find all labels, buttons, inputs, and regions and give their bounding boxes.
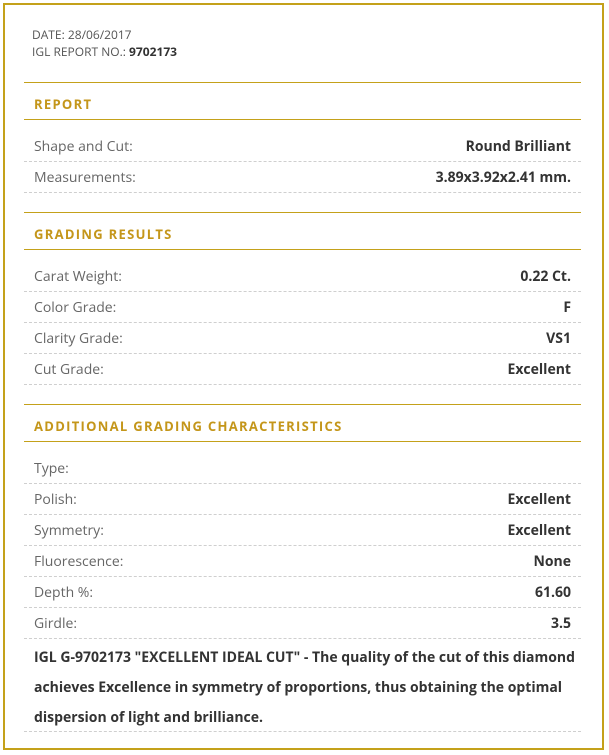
row-value-girdle: 3.5 bbox=[550, 614, 571, 633]
section-title-grading: GRADING RESULTS bbox=[34, 225, 173, 243]
row-label-carat: Carat Weight: bbox=[34, 267, 122, 286]
row-divider bbox=[24, 731, 581, 732]
row-label-color: Color Grade: bbox=[34, 298, 117, 317]
row-value-measurements: 3.89x3.92x2.41 mm. bbox=[435, 168, 571, 187]
date-value: 28/06/2017 bbox=[67, 26, 132, 43]
row-label-depth: Depth %: bbox=[34, 583, 94, 602]
row-label-polish: Polish: bbox=[34, 490, 77, 509]
row-divider bbox=[24, 638, 581, 639]
row-label-symmetry: Symmetry: bbox=[34, 521, 104, 540]
row-label-cut: Cut Grade: bbox=[34, 360, 104, 379]
row-label-fluorescence: Fluorescence: bbox=[34, 552, 124, 571]
section-divider bbox=[24, 404, 581, 405]
report-header bbox=[32, 26, 177, 60]
row-label-type: Type: bbox=[34, 459, 69, 478]
report-number-line bbox=[32, 43, 177, 60]
cut-quality-note: IGL G-9702173 "EXCELLENT IDEAL CUT" - The quality of the cut of this diamond achieves Excellence in symmetry of proportions, thus obtaining the optimal dispersion of light and brilliance. bbox=[34, 648, 575, 727]
section-divider bbox=[24, 82, 581, 83]
row-value-depth: 61.60 bbox=[534, 583, 571, 602]
section-divider bbox=[24, 119, 581, 120]
section-divider bbox=[24, 441, 581, 442]
row-divider bbox=[24, 576, 581, 577]
row-value-polish: Excellent bbox=[507, 490, 571, 509]
row-divider bbox=[24, 514, 581, 515]
section-divider bbox=[24, 249, 581, 250]
row-divider bbox=[24, 353, 581, 354]
row-label-girdle: Girdle: bbox=[34, 614, 78, 633]
date-line bbox=[32, 26, 177, 43]
row-value-fluorescence: None bbox=[533, 552, 571, 571]
section-divider bbox=[24, 212, 581, 213]
date-label: DATE: bbox=[32, 26, 68, 43]
row-divider bbox=[24, 545, 581, 546]
row-divider bbox=[24, 607, 581, 608]
row-divider bbox=[24, 322, 581, 323]
section-title-report: REPORT bbox=[34, 95, 93, 113]
row-value-color: F bbox=[563, 298, 571, 317]
row-divider bbox=[24, 161, 581, 162]
row-value-carat: 0.22 Ct. bbox=[520, 267, 571, 286]
row-value-cut: Excellent bbox=[507, 360, 571, 379]
row-label-shape: Shape and Cut: bbox=[34, 137, 133, 156]
row-value-shape: Round Brilliant bbox=[465, 137, 571, 156]
row-label-clarity: Clarity Grade: bbox=[34, 329, 123, 348]
row-label-measurements: Measurements: bbox=[34, 168, 136, 187]
row-value-symmetry: Excellent bbox=[507, 521, 571, 540]
row-divider bbox=[24, 291, 581, 292]
row-divider bbox=[24, 483, 581, 484]
row-divider bbox=[24, 192, 581, 193]
row-value-clarity: VS1 bbox=[546, 329, 571, 348]
report-number-label: IGL REPORT NO.: bbox=[32, 43, 130, 60]
report-number-value: 9702173 bbox=[129, 43, 178, 60]
row-divider bbox=[24, 384, 581, 385]
section-title-additional: ADDITIONAL GRADING CHARACTERISTICS bbox=[34, 417, 343, 435]
